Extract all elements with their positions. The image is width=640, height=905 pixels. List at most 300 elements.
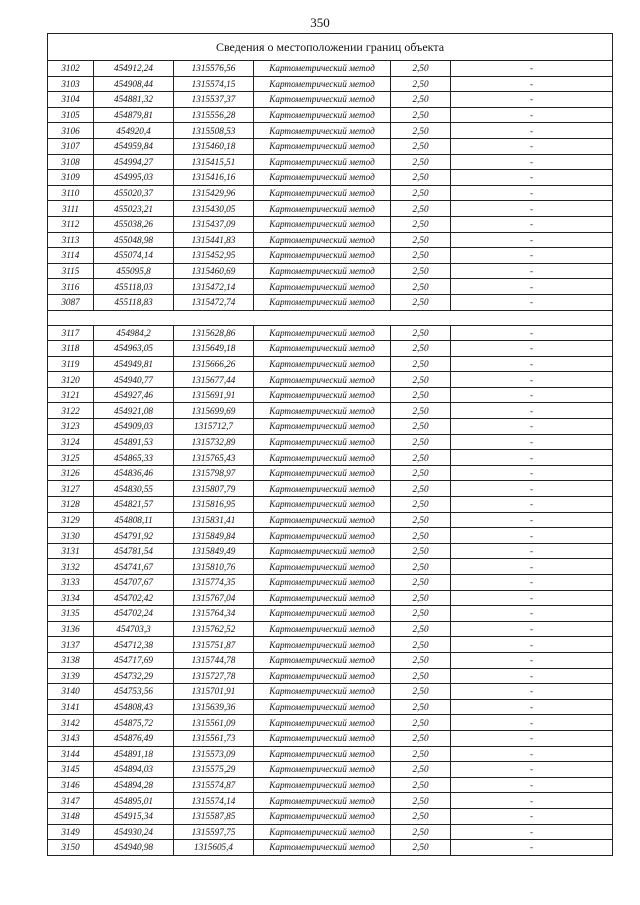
description-cell: - (451, 777, 613, 793)
table-row (48, 294, 613, 310)
method-cell: Картометрический метод (254, 419, 391, 435)
x-coordinate-cell: 454927,46 (94, 387, 174, 403)
x-coordinate-cell: 454808,43 (94, 699, 174, 715)
point-number-cell: 3105 (48, 107, 94, 123)
point-number-cell: 3117 (48, 325, 94, 341)
table-row (48, 76, 613, 92)
method-cell: Картометрический метод (254, 481, 391, 497)
point-number-cell: 3110 (48, 185, 94, 201)
x-coordinate-cell: 454909,03 (94, 419, 174, 435)
x-coordinate-cell: 455118,83 (94, 294, 174, 310)
method-cell: Картометрический метод (254, 465, 391, 481)
method-cell: Картометрический метод (254, 403, 391, 419)
y-coordinate-cell: 1315849,84 (174, 528, 254, 544)
x-coordinate-cell: 454912,24 (94, 61, 174, 77)
y-coordinate-cell: 1315807,79 (174, 481, 254, 497)
y-coordinate-cell: 1315677,44 (174, 372, 254, 388)
table-row (48, 450, 613, 466)
method-cell: Картометрический метод (254, 715, 391, 731)
table-row (48, 185, 613, 201)
accuracy-cell: 2,50 (391, 279, 451, 295)
method-cell: Картометрический метод (254, 216, 391, 232)
y-coordinate-cell: 1315727,78 (174, 668, 254, 684)
accuracy-cell: 2,50 (391, 715, 451, 731)
method-cell: Картометрический метод (254, 138, 391, 154)
accuracy-cell: 2,50 (391, 465, 451, 481)
y-coordinate-cell: 1315416,16 (174, 170, 254, 186)
method-cell: Картометрический метод (254, 294, 391, 310)
table-row (48, 808, 613, 824)
table-row (48, 793, 613, 809)
accuracy-cell: 2,50 (391, 528, 451, 544)
y-coordinate-cell: 1315556,28 (174, 107, 254, 123)
x-coordinate-cell: 455038,26 (94, 216, 174, 232)
table-row (48, 419, 613, 435)
point-number-cell: 3139 (48, 668, 94, 684)
table-row (48, 497, 613, 513)
method-cell: Картометрический метод (254, 341, 391, 357)
table-body (48, 34, 613, 856)
point-number-cell: 3141 (48, 699, 94, 715)
method-cell: Картометрический метод (254, 201, 391, 217)
boundary-coordinates-table (47, 33, 613, 856)
accuracy-cell: 2,50 (391, 575, 451, 591)
description-cell: - (451, 528, 613, 544)
point-number-cell: 3149 (48, 824, 94, 840)
description-cell: - (451, 606, 613, 622)
table-row (48, 824, 613, 840)
point-number-cell: 3126 (48, 465, 94, 481)
x-coordinate-cell: 454879,81 (94, 107, 174, 123)
table-row (48, 201, 613, 217)
description-cell: - (451, 154, 613, 170)
method-cell: Картометрический метод (254, 387, 391, 403)
accuracy-cell: 2,50 (391, 387, 451, 403)
x-coordinate-cell: 454865,33 (94, 450, 174, 466)
table-row (48, 543, 613, 559)
method-cell: Картометрический метод (254, 92, 391, 108)
x-coordinate-cell: 454836,46 (94, 465, 174, 481)
table-row (48, 232, 613, 248)
x-coordinate-cell: 454894,28 (94, 777, 174, 793)
point-number-cell: 3129 (48, 512, 94, 528)
method-cell: Картометрический метод (254, 637, 391, 653)
point-number-cell: 3146 (48, 777, 94, 793)
accuracy-cell: 2,50 (391, 419, 451, 435)
description-cell: - (451, 840, 613, 856)
x-coordinate-cell: 454881,32 (94, 92, 174, 108)
method-cell: Картометрический метод (254, 824, 391, 840)
accuracy-cell: 2,50 (391, 76, 451, 92)
description-cell: - (451, 356, 613, 372)
description-cell: - (451, 138, 613, 154)
x-coordinate-cell: 454703,3 (94, 621, 174, 637)
accuracy-cell: 2,50 (391, 684, 451, 700)
y-coordinate-cell: 1315587,85 (174, 808, 254, 824)
table-row (48, 465, 613, 481)
accuracy-cell: 2,50 (391, 590, 451, 606)
point-number-cell: 3113 (48, 232, 94, 248)
method-cell: Картометрический метод (254, 76, 391, 92)
x-coordinate-cell: 454821,57 (94, 497, 174, 513)
method-cell: Картометрический метод (254, 512, 391, 528)
description-cell: - (451, 279, 613, 295)
method-cell: Картометрический метод (254, 497, 391, 513)
table-row (48, 92, 613, 108)
accuracy-cell: 2,50 (391, 793, 451, 809)
table-row (48, 387, 613, 403)
y-coordinate-cell: 1315574,15 (174, 76, 254, 92)
table-row (48, 123, 613, 139)
table-row (48, 840, 613, 856)
y-coordinate-cell: 1315460,69 (174, 263, 254, 279)
y-coordinate-cell: 1315561,73 (174, 730, 254, 746)
point-number-cell: 3124 (48, 434, 94, 450)
table-row (48, 481, 613, 497)
method-cell: Картометрический метод (254, 559, 391, 575)
description-cell: - (451, 559, 613, 575)
accuracy-cell: 2,50 (391, 138, 451, 154)
x-coordinate-cell: 454940,77 (94, 372, 174, 388)
y-coordinate-cell: 1315576,56 (174, 61, 254, 77)
page-number: 350 (310, 15, 330, 30)
accuracy-cell: 2,50 (391, 61, 451, 77)
y-coordinate-cell: 1315712,7 (174, 419, 254, 435)
x-coordinate-cell: 455074,14 (94, 248, 174, 264)
method-cell: Картометрический метод (254, 123, 391, 139)
y-coordinate-cell: 1315574,14 (174, 793, 254, 809)
accuracy-cell: 2,50 (391, 730, 451, 746)
description-cell: - (451, 762, 613, 778)
description-cell: - (451, 590, 613, 606)
x-coordinate-cell: 454949,81 (94, 356, 174, 372)
table-row (48, 61, 613, 77)
accuracy-cell: 2,50 (391, 107, 451, 123)
description-cell: - (451, 419, 613, 435)
x-coordinate-cell: 455020,37 (94, 185, 174, 201)
x-coordinate-cell: 454732,29 (94, 668, 174, 684)
description-cell: - (451, 465, 613, 481)
x-coordinate-cell: 454891,53 (94, 434, 174, 450)
table-row (48, 762, 613, 778)
point-number-cell: 3133 (48, 575, 94, 591)
description-cell: - (451, 450, 613, 466)
method-cell: Картометрический метод (254, 575, 391, 591)
point-number-cell: 3123 (48, 419, 94, 435)
table-row (48, 715, 613, 731)
method-cell: Картометрический метод (254, 248, 391, 264)
point-number-cell: 3121 (48, 387, 94, 403)
method-cell: Картометрический метод (254, 668, 391, 684)
table-row (48, 637, 613, 653)
description-cell: - (451, 92, 613, 108)
point-number-cell: 3136 (48, 621, 94, 637)
description-cell: - (451, 730, 613, 746)
point-number-cell: 3114 (48, 248, 94, 264)
method-cell: Картометрический метод (254, 808, 391, 824)
x-coordinate-cell: 454702,24 (94, 606, 174, 622)
x-coordinate-cell: 454875,72 (94, 715, 174, 731)
accuracy-cell: 2,50 (391, 294, 451, 310)
accuracy-cell: 2,50 (391, 699, 451, 715)
y-coordinate-cell: 1315415,51 (174, 154, 254, 170)
table-row (48, 107, 613, 123)
x-coordinate-cell: 454717,69 (94, 652, 174, 668)
x-coordinate-cell: 454781,54 (94, 543, 174, 559)
point-number-cell: 3147 (48, 793, 94, 809)
point-number-cell: 3109 (48, 170, 94, 186)
description-cell: - (451, 76, 613, 92)
description-cell: - (451, 621, 613, 637)
method-cell: Картометрический метод (254, 107, 391, 123)
table-title: Сведения о местоположении границ объекта (48, 34, 613, 61)
table-row (48, 590, 613, 606)
point-number-cell: 3120 (48, 372, 94, 388)
accuracy-cell: 2,50 (391, 512, 451, 528)
point-number-cell: 3137 (48, 637, 94, 653)
description-cell: - (451, 684, 613, 700)
accuracy-cell: 2,50 (391, 325, 451, 341)
table-row (48, 138, 613, 154)
point-number-cell: 3106 (48, 123, 94, 139)
y-coordinate-cell: 1315429,96 (174, 185, 254, 201)
y-coordinate-cell: 1315816,95 (174, 497, 254, 513)
y-coordinate-cell: 1315430,05 (174, 201, 254, 217)
y-coordinate-cell: 1315575,29 (174, 762, 254, 778)
x-coordinate-cell: 454920,4 (94, 123, 174, 139)
table-row (48, 512, 613, 528)
table-row (48, 434, 613, 450)
accuracy-cell: 2,50 (391, 621, 451, 637)
point-number-cell: 3144 (48, 746, 94, 762)
accuracy-cell: 2,50 (391, 824, 451, 840)
y-coordinate-cell: 1315744,78 (174, 652, 254, 668)
method-cell: Картометрический метод (254, 590, 391, 606)
description-cell: - (451, 746, 613, 762)
table-row (48, 372, 613, 388)
y-coordinate-cell: 1315849,49 (174, 543, 254, 559)
y-coordinate-cell: 1315649,18 (174, 341, 254, 357)
point-number-cell: 3103 (48, 76, 94, 92)
method-cell: Картометрический метод (254, 263, 391, 279)
y-coordinate-cell: 1315691,91 (174, 387, 254, 403)
method-cell: Картометрический метод (254, 621, 391, 637)
accuracy-cell: 2,50 (391, 637, 451, 653)
point-number-cell: 3132 (48, 559, 94, 575)
y-coordinate-cell: 1315574,87 (174, 777, 254, 793)
y-coordinate-cell: 1315460,18 (174, 138, 254, 154)
method-cell: Картометрический метод (254, 840, 391, 856)
description-cell: - (451, 824, 613, 840)
description-cell: - (451, 575, 613, 591)
accuracy-cell: 2,50 (391, 356, 451, 372)
y-coordinate-cell: 1315597,75 (174, 824, 254, 840)
description-cell: - (451, 637, 613, 653)
accuracy-cell: 2,50 (391, 232, 451, 248)
method-cell: Картометрический метод (254, 434, 391, 450)
x-coordinate-cell: 454753,56 (94, 684, 174, 700)
accuracy-cell: 2,50 (391, 450, 451, 466)
description-cell: - (451, 248, 613, 264)
accuracy-cell: 2,50 (391, 341, 451, 357)
accuracy-cell: 2,50 (391, 403, 451, 419)
x-coordinate-cell: 454791,92 (94, 528, 174, 544)
x-coordinate-cell: 454712,38 (94, 637, 174, 653)
table-row (48, 170, 613, 186)
table-row (48, 403, 613, 419)
y-coordinate-cell: 1315437,09 (174, 216, 254, 232)
point-number-cell: 3135 (48, 606, 94, 622)
table-row (48, 263, 613, 279)
x-coordinate-cell: 454830,55 (94, 481, 174, 497)
point-number-cell: 3107 (48, 138, 94, 154)
y-coordinate-cell: 1315751,87 (174, 637, 254, 653)
description-cell: - (451, 715, 613, 731)
accuracy-cell: 2,50 (391, 170, 451, 186)
accuracy-cell: 2,50 (391, 808, 451, 824)
point-number-cell: 3112 (48, 216, 94, 232)
description-cell: - (451, 434, 613, 450)
table-row (48, 606, 613, 622)
accuracy-cell: 2,50 (391, 559, 451, 575)
y-coordinate-cell: 1315605,4 (174, 840, 254, 856)
description-cell: - (451, 216, 613, 232)
description-cell: - (451, 61, 613, 77)
x-coordinate-cell: 454891,18 (94, 746, 174, 762)
x-coordinate-cell: 455095,8 (94, 263, 174, 279)
table-row (48, 668, 613, 684)
method-cell: Картометрический метод (254, 372, 391, 388)
accuracy-cell: 2,50 (391, 497, 451, 513)
description-cell: - (451, 294, 613, 310)
table-row (48, 684, 613, 700)
table-row (48, 777, 613, 793)
y-coordinate-cell: 1315831,41 (174, 512, 254, 528)
method-cell: Картометрический метод (254, 793, 391, 809)
description-cell: - (451, 652, 613, 668)
description-cell: - (451, 372, 613, 388)
accuracy-cell: 2,50 (391, 668, 451, 684)
method-cell: Картометрический метод (254, 325, 391, 341)
table-row (48, 528, 613, 544)
method-cell: Картометрический метод (254, 232, 391, 248)
y-coordinate-cell: 1315764,34 (174, 606, 254, 622)
y-coordinate-cell: 1315573,09 (174, 746, 254, 762)
point-number-cell: 3125 (48, 450, 94, 466)
table-row (48, 559, 613, 575)
y-coordinate-cell: 1315798,97 (174, 465, 254, 481)
point-number-cell: 3108 (48, 154, 94, 170)
accuracy-cell: 2,50 (391, 201, 451, 217)
point-number-cell: 3111 (48, 201, 94, 217)
accuracy-cell: 2,50 (391, 154, 451, 170)
method-cell: Картометрический метод (254, 528, 391, 544)
table-row (48, 356, 613, 372)
description-cell: - (451, 497, 613, 513)
table-row (48, 341, 613, 357)
method-cell: Картометрический метод (254, 279, 391, 295)
y-coordinate-cell: 1315639,36 (174, 699, 254, 715)
group-separator-row (48, 310, 613, 325)
y-coordinate-cell: 1315472,14 (174, 279, 254, 295)
x-coordinate-cell: 454707,67 (94, 575, 174, 591)
description-cell: - (451, 387, 613, 403)
method-cell: Картометрический метод (254, 356, 391, 372)
x-coordinate-cell: 454921,08 (94, 403, 174, 419)
x-coordinate-cell: 454808,11 (94, 512, 174, 528)
accuracy-cell: 2,50 (391, 543, 451, 559)
separator-cell (48, 310, 613, 325)
method-cell: Картометрический метод (254, 543, 391, 559)
method-cell: Картометрический метод (254, 762, 391, 778)
description-cell: - (451, 481, 613, 497)
description-cell: - (451, 403, 613, 419)
method-cell: Картометрический метод (254, 185, 391, 201)
x-coordinate-cell: 454741,67 (94, 559, 174, 575)
accuracy-cell: 2,50 (391, 185, 451, 201)
x-coordinate-cell: 454940,98 (94, 840, 174, 856)
x-coordinate-cell: 455023,21 (94, 201, 174, 217)
y-coordinate-cell: 1315441,83 (174, 232, 254, 248)
y-coordinate-cell: 1315666,26 (174, 356, 254, 372)
y-coordinate-cell: 1315762,52 (174, 621, 254, 637)
y-coordinate-cell: 1315452,95 (174, 248, 254, 264)
table-row (48, 325, 613, 341)
method-cell: Картометрический метод (254, 684, 391, 700)
accuracy-cell: 2,50 (391, 762, 451, 778)
y-coordinate-cell: 1315810,76 (174, 559, 254, 575)
accuracy-cell: 2,50 (391, 652, 451, 668)
method-cell: Картометрический метод (254, 450, 391, 466)
accuracy-cell: 2,50 (391, 248, 451, 264)
point-number-cell: 3134 (48, 590, 94, 606)
point-number-cell: 3140 (48, 684, 94, 700)
method-cell: Картометрический метод (254, 746, 391, 762)
x-coordinate-cell: 454959,84 (94, 138, 174, 154)
y-coordinate-cell: 1315732,89 (174, 434, 254, 450)
point-number-cell: 3102 (48, 61, 94, 77)
y-coordinate-cell: 1315701,91 (174, 684, 254, 700)
method-cell: Картометрический метод (254, 777, 391, 793)
accuracy-cell: 2,50 (391, 123, 451, 139)
description-cell: - (451, 107, 613, 123)
table-row (48, 575, 613, 591)
table-row (48, 746, 613, 762)
description-cell: - (451, 232, 613, 248)
description-cell: - (451, 201, 613, 217)
description-cell: - (451, 170, 613, 186)
x-coordinate-cell: 454915,34 (94, 808, 174, 824)
x-coordinate-cell: 454994,27 (94, 154, 174, 170)
method-cell: Картометрический метод (254, 652, 391, 668)
point-number-cell: 3104 (48, 92, 94, 108)
y-coordinate-cell: 1315765,43 (174, 450, 254, 466)
table-row (48, 699, 613, 715)
accuracy-cell: 2,50 (391, 746, 451, 762)
table-row (48, 248, 613, 264)
method-cell: Картометрический метод (254, 154, 391, 170)
x-coordinate-cell: 454702,42 (94, 590, 174, 606)
point-number-cell: 3116 (48, 279, 94, 295)
description-cell: - (451, 325, 613, 341)
y-coordinate-cell: 1315561,09 (174, 715, 254, 731)
point-number-cell: 3143 (48, 730, 94, 746)
accuracy-cell: 2,50 (391, 263, 451, 279)
table-row (48, 621, 613, 637)
method-cell: Картометрический метод (254, 606, 391, 622)
y-coordinate-cell: 1315767,04 (174, 590, 254, 606)
description-cell: - (451, 543, 613, 559)
